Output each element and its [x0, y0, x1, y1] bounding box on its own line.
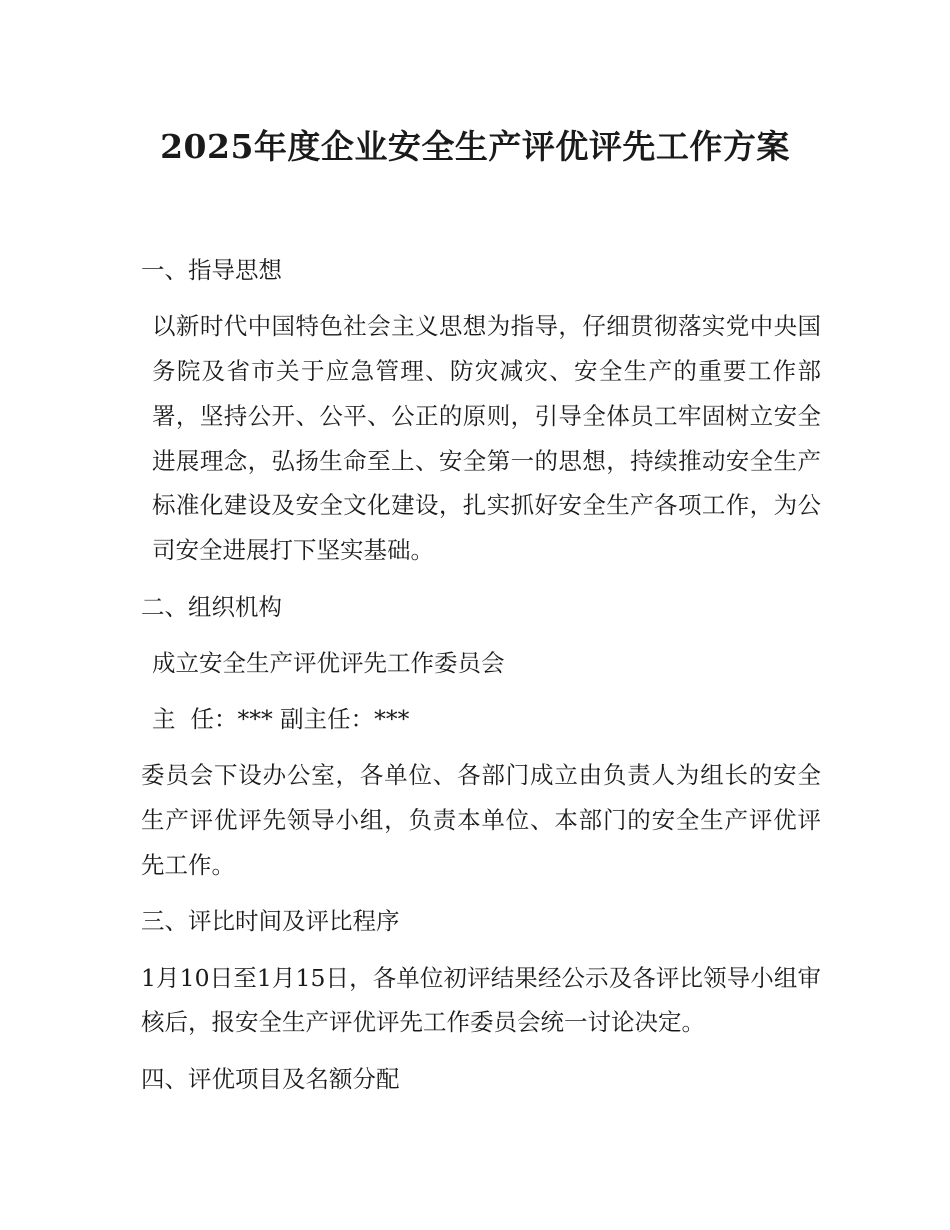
section-heading-2: 二、组织机构: [141, 592, 282, 621]
section-heading-4: 四、评优项目及名额分配: [141, 1064, 400, 1093]
paragraph-guiding-ideology: 以新时代中国特色社会主义思想为指导，仔细贯彻落实党中央国务院及省市关于应急管理、防灾减灾、安全生产的重要工作部署，坚持公开、公平、公正的原则，引导全体员工牢固树立安全进展理念，弘扬生命至上、安全第一的思想，持续推动安全生产标准化建设及安全文化建设，扎实抓好安全生产各项工作，为公司安全进展打下坚实基础。: [152, 312, 821, 565]
document-title: 2025年度企业安全生产评优评先工作方案: [160, 127, 790, 166]
document-body: [141, 248, 821, 1113]
paragraph-committee: 成立安全生产评优评先工作委员会: [152, 648, 505, 677]
paragraph-director: 主 任：*** 副主任：***: [152, 705, 410, 734]
section-heading-1: 一、指导思想: [141, 256, 282, 284]
paragraph-office: 委员会下设办公室，各单位、各部门成立由负责人为组长的安全生产评优评先领导小组，负责本单位、本部门的安全生产评优评先工作。: [141, 761, 821, 880]
section-heading-3: 三、评比时间及评比程序: [141, 907, 400, 936]
paragraph-schedule: 1月10日至1月15日，各单位初评结果经公示及各评比领导小组审核后，报安全生产评优评先工作委员会统一讨论决定。: [141, 963, 821, 1037]
